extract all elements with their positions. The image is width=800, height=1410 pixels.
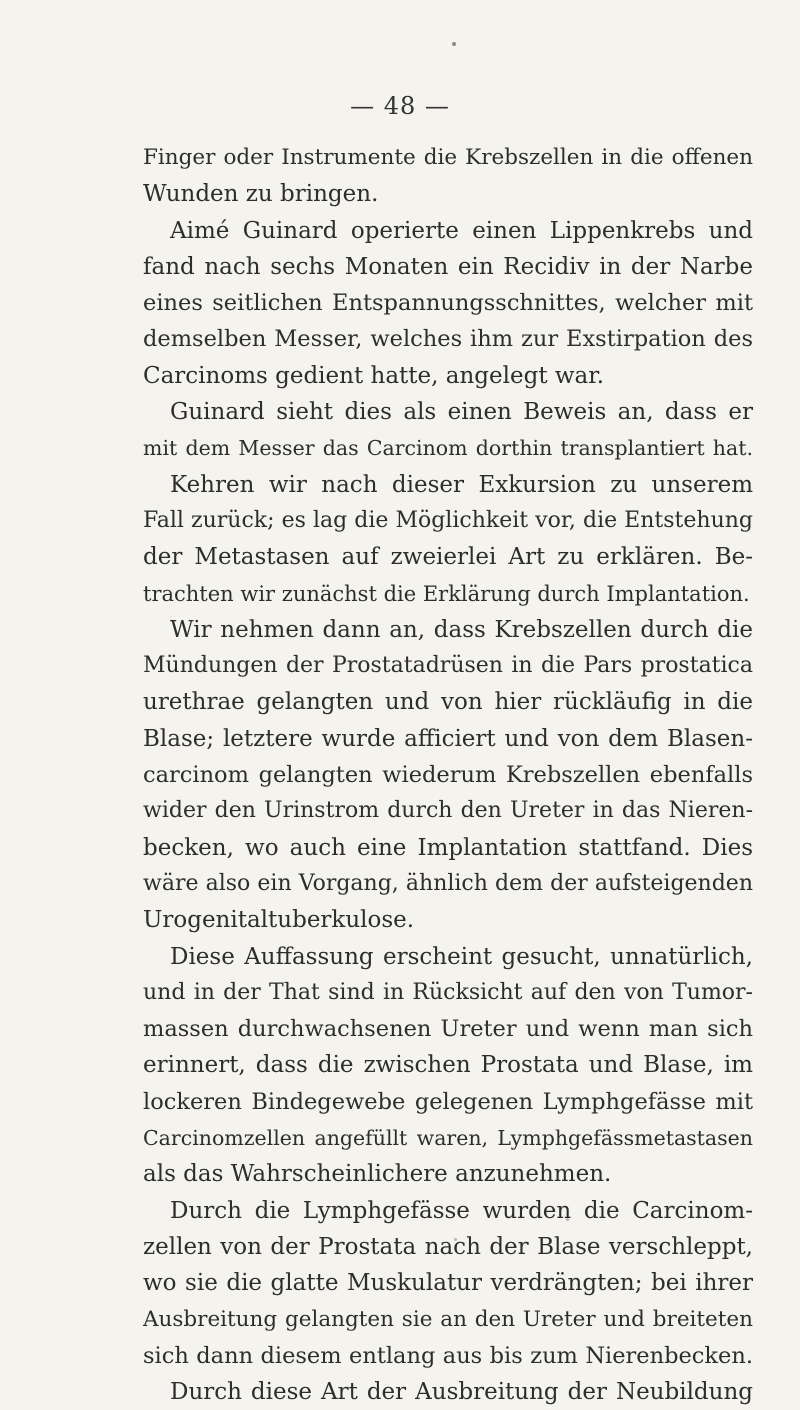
text-line: Ausbreitung gelangten sie an den Ureter und breiteten (143, 1306, 753, 1332)
text-line: carcinom gelangten wiederum Krebszellen ebenfalls (143, 762, 753, 789)
text-line: Blase; letztere wurde afficiert und von dem Blasen- (143, 725, 753, 752)
text-line: trachten wir zunächst die Erklärung durch Implantation. (143, 581, 750, 606)
text-line: demselben Messer, welches ihm zur Exstirpation des (143, 326, 753, 353)
text-line: erinnert, dass die zwischen Prostata und Blase, im (143, 1052, 753, 1079)
text-line: Carcinomzellen angefüllt waren, Lymphgefässmetastasen (143, 1126, 753, 1151)
text-line: Guinard sieht dies als einen Beweis an, dass er (170, 399, 753, 426)
text-line: urethrae gelangten und von hier rückläufig in die (143, 689, 753, 716)
text-line: wo sie die glatte Muskulatur verdrängten; bei ihrer (143, 1270, 753, 1297)
text-line: mit dem Messer das Carcinom dorthin transplantiert hat. (143, 436, 753, 461)
text-line: wider den Urinstrom durch den Ureter in das Nieren- (143, 798, 753, 824)
text-line: sich dann diesem entlang aus bis zum Nierenbecken. (143, 1342, 753, 1369)
text-line: Aimé Guinard operierte einen Lippenkrebs und (170, 217, 753, 244)
text-line: der Metastasen auf zweierlei Art zu erklären. Be- (143, 544, 753, 571)
text-line: Mündungen der Prostatadrüsen in die Pars prostatica (143, 653, 753, 679)
text-line: Durch die Lymphgefässe wurden die Carcinom- (170, 1197, 753, 1224)
paper-speck (452, 42, 456, 46)
text-line: Finger oder Instrumente die Krebszellen in die offenen (143, 145, 753, 170)
page-number: — 48 — (350, 92, 450, 120)
text-line: Urogenitaltuberkulose. (143, 907, 415, 934)
text-line: Kehren wir nach dieser Exkursion zu unserem (170, 471, 753, 498)
text-line: becken, wo auch eine Implantation stattfand. Dies (143, 834, 753, 861)
text-line: als das Wahrscheinlichere anzunehmen. (143, 1161, 612, 1188)
body-text (143, 140, 753, 1410)
text-line: Carcinoms gedient hatte, angelegt war. (143, 362, 605, 389)
text-line: zellen von der Prostata nach der Blase verschleppt, (143, 1233, 753, 1260)
text-line: Diese Auffassung erscheint gesucht, unnatürlich, (170, 943, 753, 970)
text-line: Wir nehmen dann an, dass Krebszellen durch die (170, 616, 753, 643)
text-line: und in der That sind in Rücksicht auf den von Tumor- (143, 979, 753, 1005)
text-line: fand nach sechs Monaten ein Recidiv in der Narbe (143, 253, 753, 280)
text-line: Wunden zu bringen. (143, 181, 379, 208)
text-line: Durch diese Art der Ausbreitung der Neubildung (170, 1379, 753, 1406)
text-line: wäre also ein Vorgang, ähnlich dem der aufsteigenden (143, 870, 753, 896)
text-line: eines seitlichen Entspannungsschnittes, welcher mit (143, 290, 753, 317)
text-line: massen durchwachsenen Ureter und wenn man sich (143, 1016, 753, 1043)
text-line: lockeren Bindegewebe gelegenen Lymphgefässe mit (143, 1088, 753, 1115)
text-line: Fall zurück; es lag die Möglichkeit vor, die Entstehung (143, 507, 753, 533)
